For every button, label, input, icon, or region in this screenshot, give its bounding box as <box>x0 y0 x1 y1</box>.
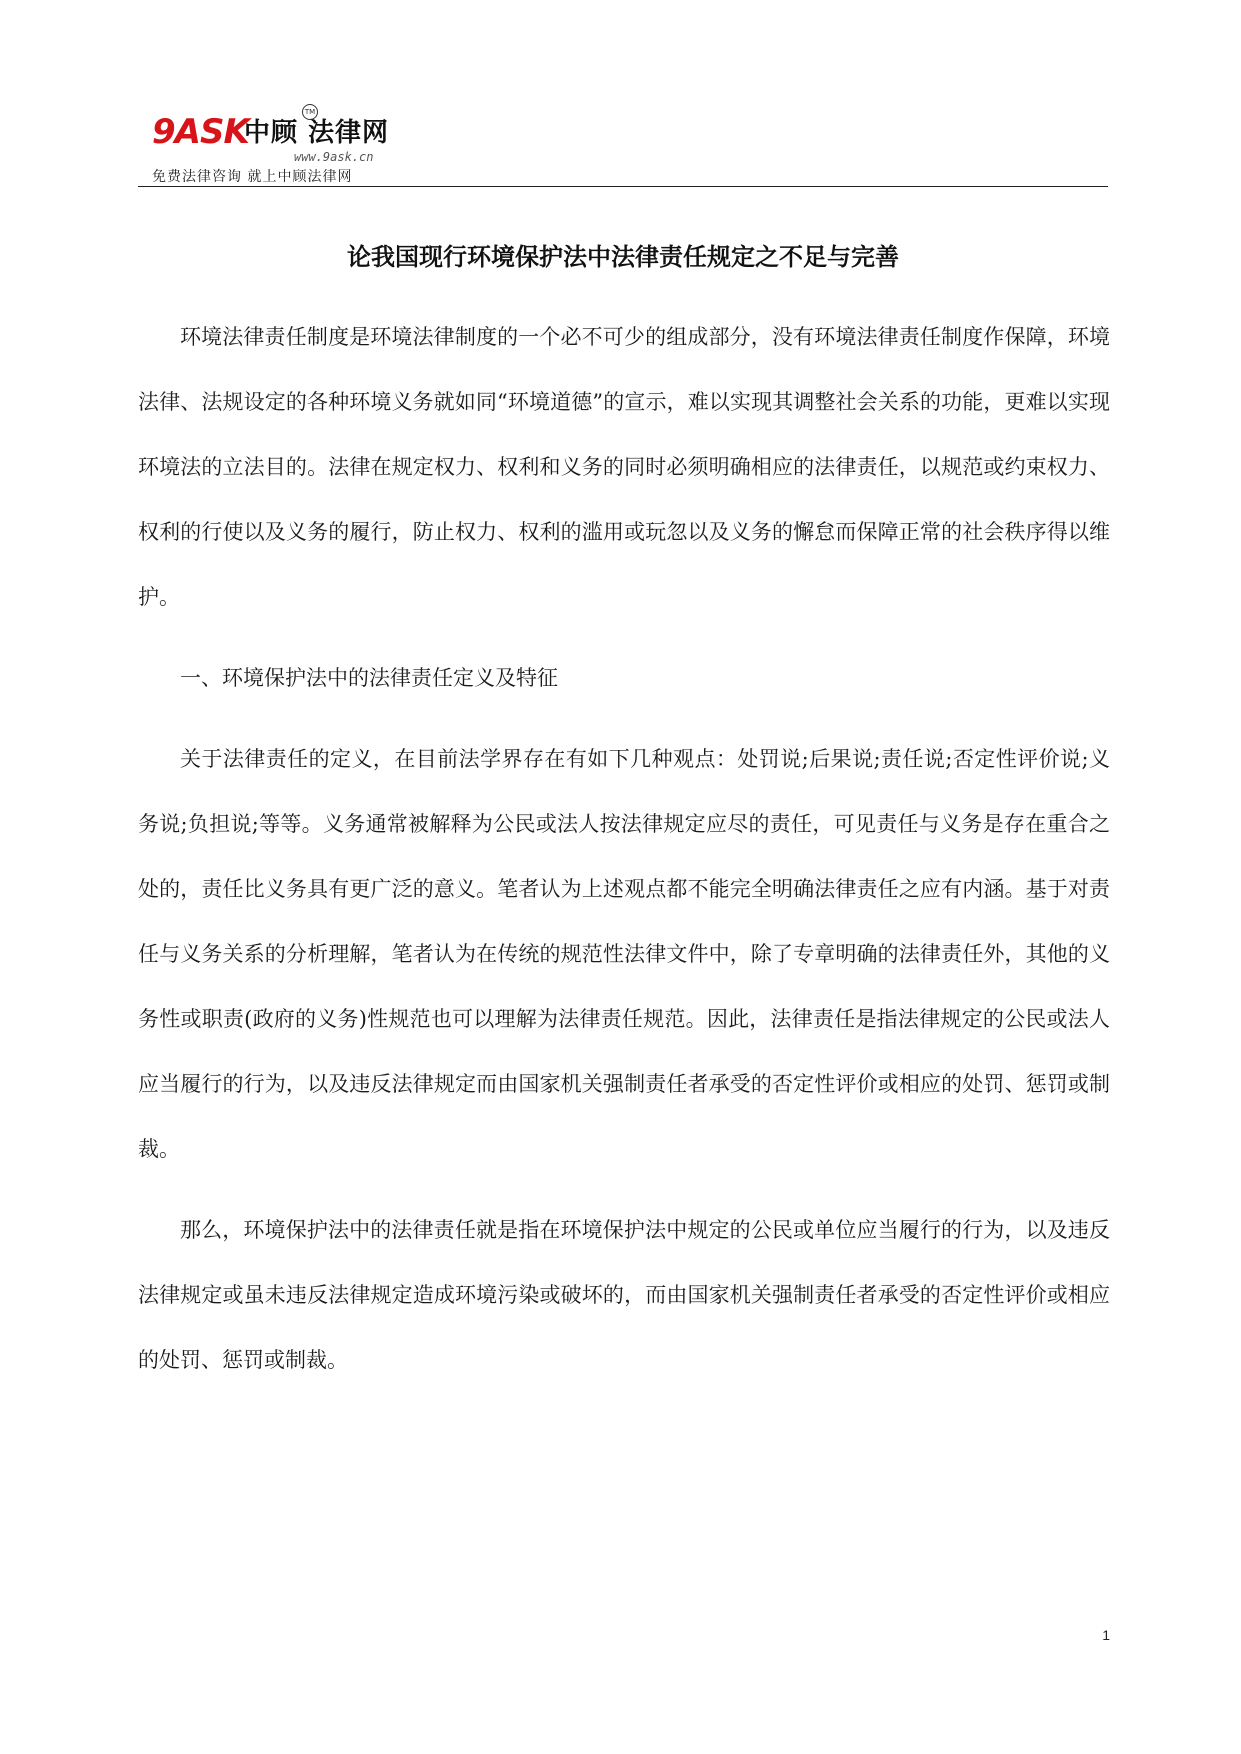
document-title: 论我国现行环境保护法中法律责任规定之不足与完善 <box>347 243 899 272</box>
logo-brand-name: 中顾 法律网 <box>244 118 390 148</box>
document-body <box>138 305 1110 1409</box>
paragraph-intro: 环境法律责任制度是环境法律制度的一个必不可少的组成部分，没有环境法律责任制度作保障，环境法律、法规设定的各种环境义务就如同“环境道德”的宣示，难以实现其调整社会关系的功能，更难以实现环境法的立法目的。法律在规定权力、权利和义务的同时必须明确相应的法律责任，以规范或约束权力、权利的行使以及义务的履行，防止权力、权利的滥用或玩忽以及义务的懈怠而保障正常的社会秩序得以维护。 <box>138 325 1110 609</box>
logo-tagline: 免费法律咨询 就上中顾法律网 <box>152 169 353 185</box>
paragraph-definition: 关于法律责任的定义，在目前法学界存在有如下几种观点：处罚说;后果说;责任说;否定性评价说;义务说;负担说;等等。义务通常被解释为公民或法人按法律规定应尽的责任，可见责任与义务是存在重合之处的，责任比义务具有更广泛的意义。笔者认为上述观点都不能完全明确法律责任之应有内涵。基于对责任与义务关系的分析理解，笔者认为在传统的规范性法律文件中，除了专章明确的法律责任外，其他的义务性或职责(政府的义务)性规范也可以理解为法律责任规范。因此，法律责任是指法律规定的公民或法人应当履行的行为，以及违反法律规定而由国家机关强制责任者承受的否定性评价或相应的处罚、惩罚或制裁。 <box>138 747 1110 1161</box>
page-number: 1 <box>1102 1627 1110 1643</box>
trademark-icon: TM <box>302 104 318 120</box>
paragraph-environmental-liability: 那么，环境保护法中的法律责任就是指在环境保护法中规定的公民或单位应当履行的行为，以及违反法律规定或虽未违反法律规定造成环境污染或破坏的，而由国家机关强制责任者承受的否定性评价或相应的处罚、惩罚或制裁。 <box>138 1218 1110 1372</box>
header-divider <box>138 186 1108 187</box>
section-heading: 一、环境保护法中的法律责任定义及特征 <box>180 666 558 690</box>
logo-mark: 9ASK <box>152 112 249 152</box>
site-logo[interactable] <box>152 106 402 186</box>
logo-url: www.9ask.cn <box>294 150 374 164</box>
page-header <box>138 92 1108 188</box>
